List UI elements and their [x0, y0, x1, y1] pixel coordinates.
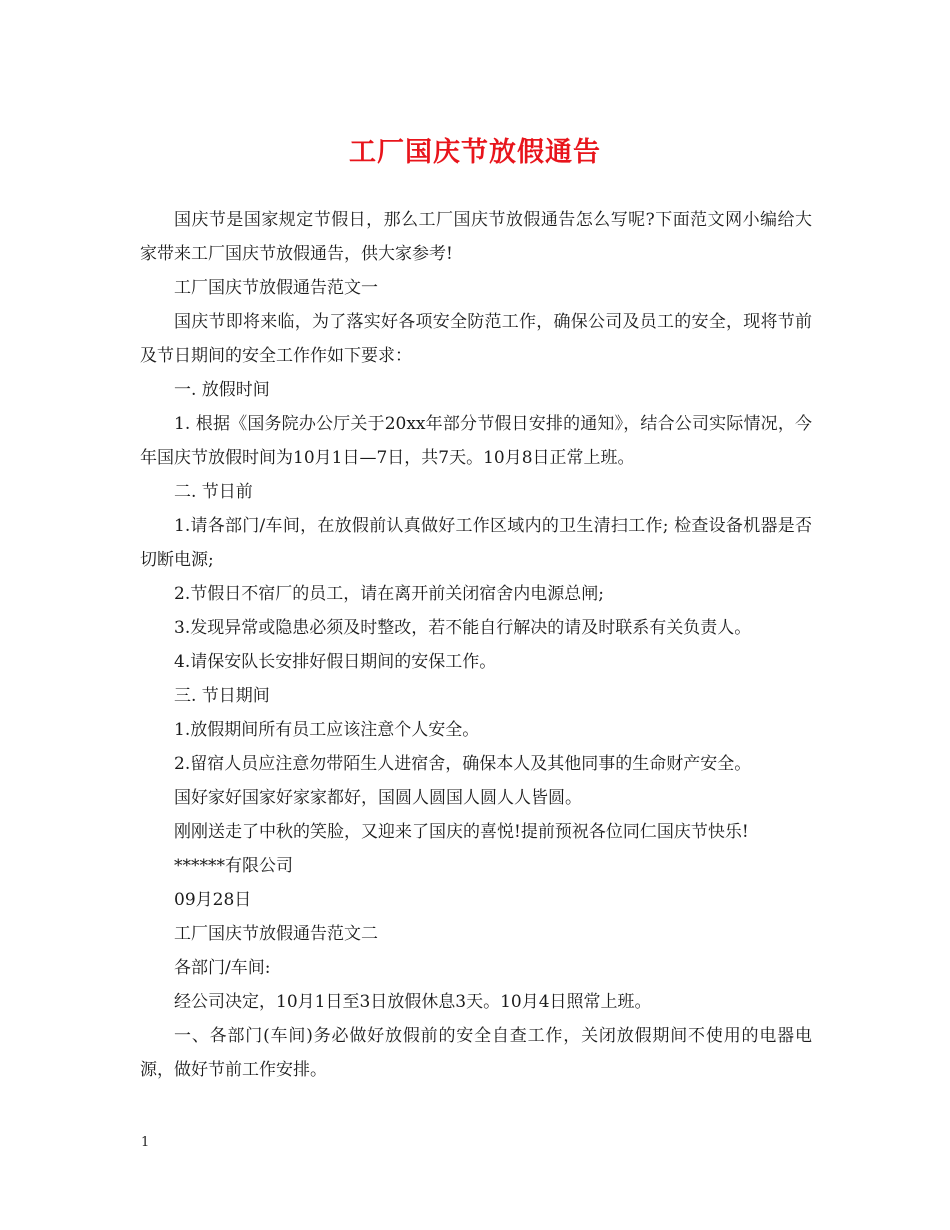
document-title: 工厂国庆节放假通告 [349, 137, 601, 168]
notice-date: 09月28日 [174, 890, 252, 910]
paragraph-before-item-3: 3.发现异常或隐患必须及时整改，若不能自行解决的请及时联系有关负责人。 [174, 618, 752, 638]
paragraph-sample-one-heading: 工厂国庆节放假通告范文一 [174, 278, 378, 298]
document-body [140, 203, 812, 1087]
paragraph-sample-two-decision: 经公司决定，10月1日至3日放假休息3天。10月4日照常上班。 [174, 992, 652, 1012]
company-signature: ******有限公司 [174, 856, 293, 876]
paragraph-sample-two-heading: 工厂国庆节放假通告范文二 [174, 924, 378, 944]
section-heading-before-holiday: 二. 节日前 [174, 482, 253, 502]
paragraph-during-item-2: 2.留宿人员应注意勿带陌生人进宿舍，确保本人及其他同事的生命财产安全。 [174, 754, 752, 774]
section-heading-during-holiday: 三. 节日期间 [174, 686, 270, 706]
paragraph-holiday-schedule: 1. 根据《国务院办公厅关于20xx年部分节假日安排的通知》，结合公司实际情况，今年国庆节放假时间为10月1日—7日，共7天。10月8日正常上班。 [140, 414, 812, 468]
paragraph-intro: 国庆节是国家规定节假日，那么工厂国庆节放假通告怎么写呢?下面范文网小编给大家带来工厂国庆节放假通告，供大家参考! [140, 210, 812, 264]
section-heading-holiday-time: 一. 放假时间 [174, 380, 270, 400]
paragraph-before-item-1: 1.请各部门/车间，在放假前认真做好工作区域内的卫生清扫工作; 检查设备机器是否切断电源; [140, 516, 812, 570]
paragraph-before-item-4: 4.请保安队长安排好假日期间的安保工作。 [174, 652, 497, 672]
paragraph-greeting-1: 国好家好国家好家家都好，国圆人圆国人圆人人皆圆。 [174, 788, 582, 808]
paragraph-greeting-2: 刚刚送走了中秋的笑脸，又迎来了国庆的喜悦!提前预祝各位同仁国庆节快乐! [174, 822, 749, 842]
paragraph-during-item-1: 1.放假期间所有员工应该注意个人安全。 [174, 720, 480, 740]
paragraph-before-item-2: 2.节假日不宿厂的员工，请在离开前关闭宿舍内电源总闸; [174, 584, 604, 604]
page-number: 1 [141, 1135, 150, 1150]
paragraph-sample-one-opening: 国庆节即将来临，为了落实好各项安全防范工作，确保公司及员工的安全，现将节前及节日期间的安全工作作如下要求： [140, 312, 812, 366]
paragraph-sample-two-recipient: 各部门/车间: [174, 958, 271, 978]
paragraph-sample-two-item-1: 一、各部门(车间)务必做好放假前的安全自查工作，关闭放假期间不使用的电器电源，做好节前工作安排。 [140, 1026, 812, 1080]
